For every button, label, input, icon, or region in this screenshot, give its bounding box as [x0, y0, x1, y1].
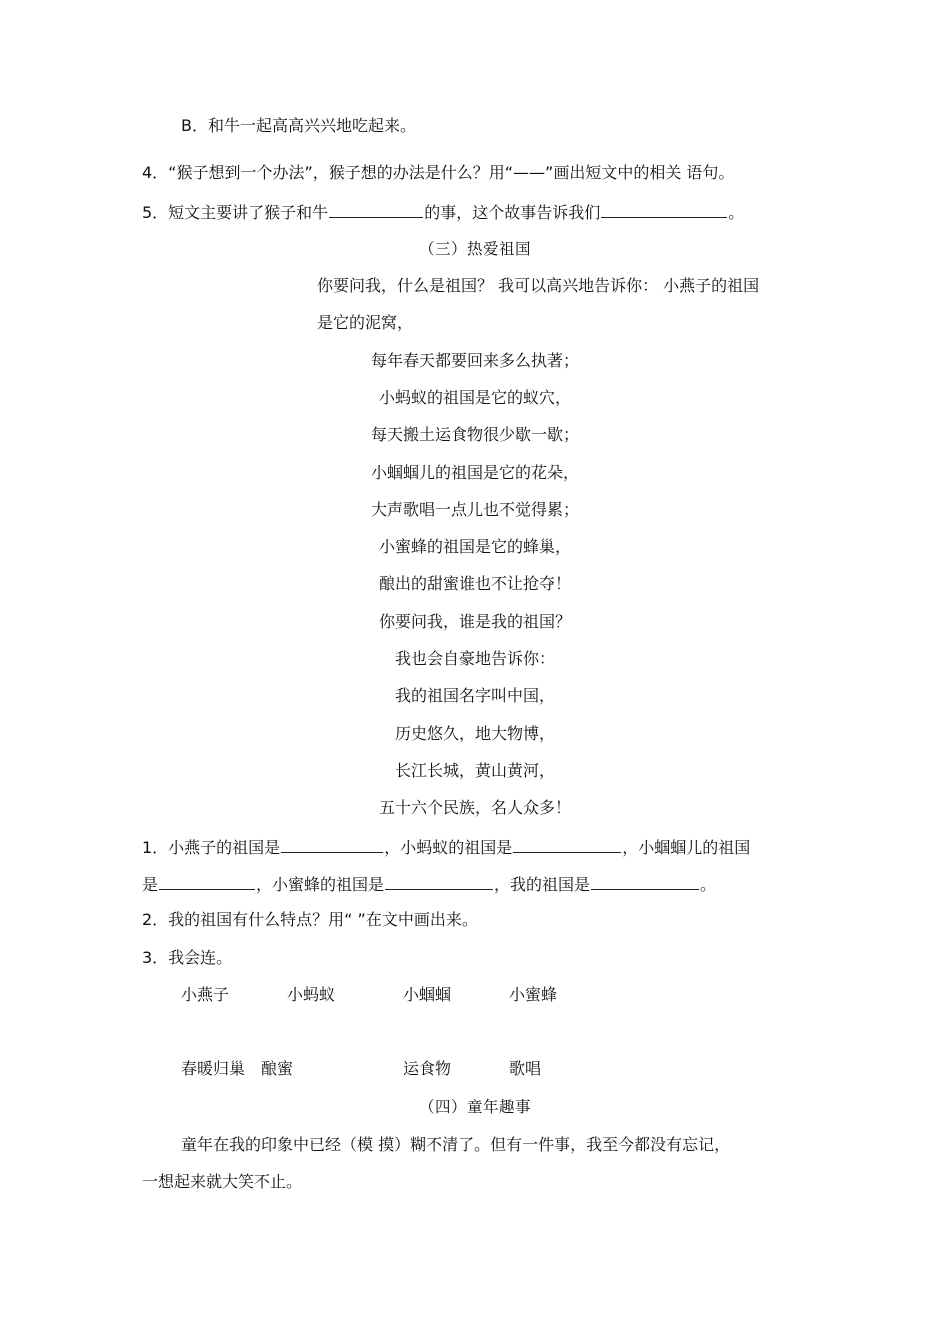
poem-line: 大声歌唱一点儿也不觉得累；: [370, 500, 579, 519]
section3-title: （三）热爱祖国: [418, 240, 531, 258]
poem-line: 每年春天都要回来多么执著；: [370, 351, 579, 370]
poem-line: 每天搬土运食物很少歇一歇；: [370, 425, 579, 444]
s3-question-3: 3．我会连。: [142, 948, 233, 967]
poem-line: 酿出的甜蜜谁也不让抢夺！: [378, 574, 571, 593]
q1-text-d: 是: [142, 875, 159, 894]
match-bottom-item[interactable]: 运食物: [403, 1059, 452, 1078]
match-bottom-item[interactable]: 春暖归巢: [181, 1059, 246, 1078]
s3-question-1-line2: [142, 873, 716, 895]
q1-text-a: 1．小燕子的祖国是: [142, 838, 281, 857]
match-top-item[interactable]: 小蜜蜂: [509, 985, 558, 1004]
q1-text-g: 。: [700, 875, 717, 894]
s3-question-2: 2．我的祖国有什么特点？用“ ”在文中画出来。: [142, 910, 478, 929]
q1-text-c: ，小蝈蝈儿的祖国: [622, 838, 751, 857]
q1-blank-ant[interactable]: [513, 836, 621, 853]
poem-intro-line2: 是它的泥窝，: [317, 313, 414, 332]
question-5: [142, 201, 744, 223]
poem-line: 我的祖国名字叫中国，: [394, 686, 555, 705]
q5-mid: 的事，这个故事告诉我们: [424, 203, 601, 222]
poem-line: 你要问我，谁是我的祖国？: [378, 612, 571, 631]
poem-intro-line1: 你要问我，什么是祖国？ 我可以高兴地告诉你： 小燕子的祖国: [317, 276, 760, 295]
q1-text-b: ，小蚂蚁的祖国是: [384, 838, 513, 857]
option-b: B．和牛一起高高兴兴地吃起来。: [181, 116, 416, 135]
section4-title: （四）童年趣事: [418, 1098, 531, 1116]
poem-line: 小蚂蚁的祖国是它的蚁穴，: [378, 388, 571, 407]
match-bottom-item[interactable]: 歌唱: [509, 1059, 542, 1078]
match-top-item[interactable]: 小燕子: [181, 985, 230, 1004]
match-top-item[interactable]: 小蚂蚁: [287, 985, 336, 1004]
match-top-item[interactable]: 小蝈蝈: [403, 985, 452, 1004]
section4-paragraph-line2: 一想起来就大笑不止。: [142, 1172, 303, 1191]
q1-blank-katydid[interactable]: [159, 873, 255, 890]
poem-line: 小蝈蝈儿的祖国是它的花朵，: [370, 463, 579, 482]
q5-blank-1[interactable]: [329, 201, 423, 218]
question-4: 4．“猴子想到一个办法”，猴子想的办法是什么？用“——”画出短文中的相关 语句。: [142, 163, 735, 182]
q5-prefix: 5．短文主要讲了猴子和牛: [142, 203, 329, 222]
q1-blank-swallow[interactable]: [281, 836, 383, 853]
q5-suffix: 。: [728, 203, 745, 222]
q1-blank-bee[interactable]: [385, 873, 493, 890]
poem-line: 长江长城，黄山黄河，: [394, 761, 555, 780]
s3-question-1-line1: [142, 836, 750, 858]
q5-blank-2[interactable]: [601, 201, 727, 218]
q1-text-e: ，小蜜蜂的祖国是: [256, 875, 385, 894]
section4-paragraph-line1: 童年在我的印象中已经（模 摸）糊不清了。但有一件事，我至今都没有忘记，: [181, 1135, 731, 1154]
q1-text-f: ，我的祖国是: [494, 875, 591, 894]
match-bottom-item[interactable]: 酿蜜: [261, 1059, 294, 1078]
poem-line: 我也会自豪地告诉你：: [394, 649, 555, 668]
q1-blank-me[interactable]: [591, 873, 699, 890]
poem-line: 小蜜蜂的祖国是它的蜂巢，: [378, 537, 571, 556]
poem-line: 五十六个民族，名人众多！: [378, 798, 571, 817]
poem-line: 历史悠久，地大物博，: [394, 724, 555, 743]
